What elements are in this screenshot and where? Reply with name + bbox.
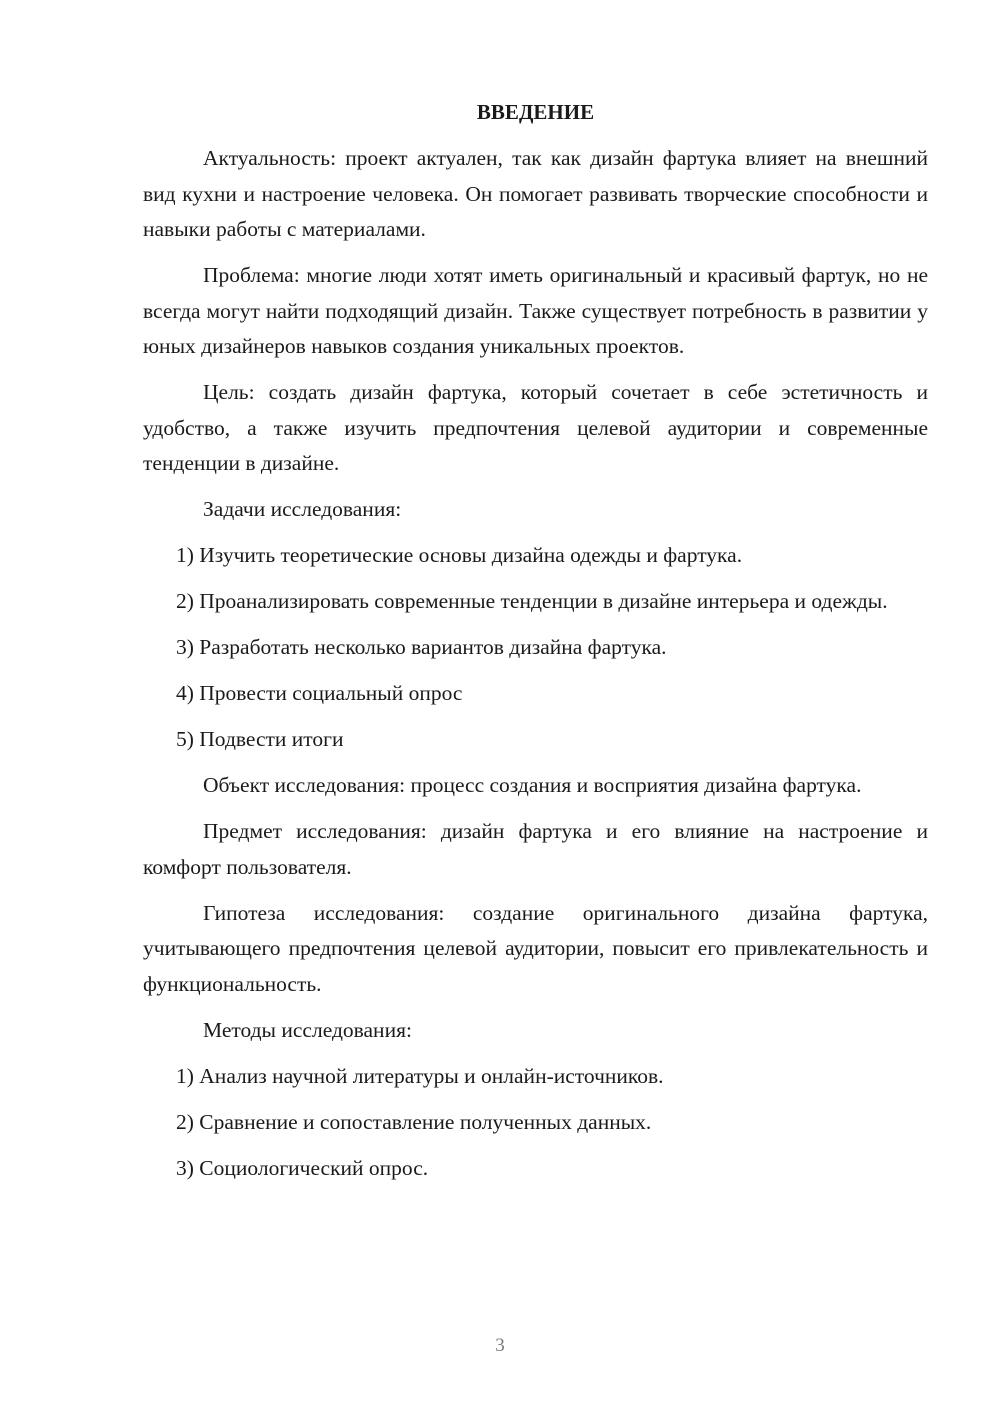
task-item-1: 1) Изучить теоретические основы дизайна одежды и фартука. [176,543,743,567]
goal-paragraph: Цель: создать дизайн фартука, который сочетает в себе эстетичность и удобство, а также изучить предпочтения целевой аудитории и современные тенденции в дизайне. [143,380,928,475]
method-item-1: 1) Анализ научной литературы и онлайн-источников. [176,1063,664,1088]
task-item-3: 3) Разработать несколько вариантов дизайна фартука. [176,635,667,659]
problem-paragraph: Проблема: многие люди хотят иметь оригинальный и красивый фартук, но не всегда могут найти подходящий дизайн. Также существует потребность в развитии у юных дизайнеров навыков создания уникальных проектов. [143,263,928,358]
hypothesis-paragraph: Гипотеза исследования: создание оригинального дизайна фартука, учитывающего предпочтения целевой аудитории, повысит его привлекательность и функциональность. [143,900,928,996]
page-number: 3 [495,1335,505,1356]
methods-heading: Методы исследования: [203,1017,412,1042]
task-item-4: 4) Провести социальный опрос [176,681,463,705]
task-item-5: 5) Подвести итоги [176,727,344,751]
page-title: ВВЕДЕНИЕ [476,100,595,124]
relevance-paragraph: Актуальность: проект актуален, так как дизайн фартука влияет на внешний вид кухни и настроение человека. Он помогает развивать творческие способности и навыки работы с материалами. [143,146,928,241]
method-item-2: 2) Сравнение и сопоставление полученных данных. [176,1109,652,1134]
tasks-heading: Задачи исследования: [203,497,402,521]
page-content [143,94,928,1197]
method-item-3: 3) Социологический опрос. [176,1155,429,1180]
object-paragraph: Объект исследования: процесс создания и восприятия дизайна фартука. [203,773,862,797]
subject-paragraph: Предмет исследования: дизайн фартука и его влияние на настроение и комфорт пользователя. [143,819,928,879]
task-item-2: 2) Проанализировать современные тенденции в дизайне интерьера и одежды. [176,589,888,613]
